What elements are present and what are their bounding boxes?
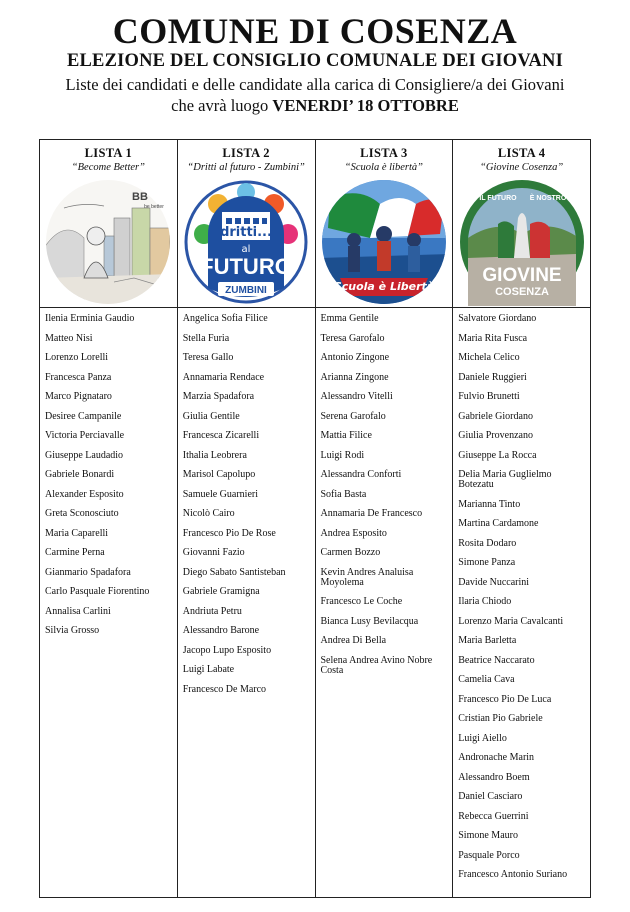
candidate: Carmen Bozzo — [320, 547, 381, 558]
candidate: Francesca Zicarelli — [182, 430, 260, 441]
candidate: Diego Sabato Santisteban — [182, 566, 286, 578]
list-1-logo-text-sub: be better — [144, 204, 165, 210]
page-title: COMUNE DI COSENZA — [112, 11, 518, 51]
candidate: Beatrice Naccarato — [458, 654, 535, 666]
candidate-list-2 — [178, 308, 315, 695]
candidate: Stella Furia — [182, 332, 230, 344]
list-2-logo-text-zumbini: ZUMBINI — [225, 285, 267, 296]
candidate: Marianna Tinto — [458, 498, 521, 510]
candidate: Giuseppe La Rocca — [458, 449, 537, 461]
candidate: Alexander Esposito — [45, 488, 124, 500]
list-4-logo-text-futuro: IL FUTURO — [479, 195, 517, 202]
candidate-list-1 — [40, 308, 177, 636]
candidate: Francesca Panza — [45, 371, 112, 383]
candidate: Delia Maria Guglielmo Botezatu — [458, 469, 552, 490]
candidate: Angelica Sofia Filice — [182, 313, 268, 324]
candidate: Maria Rita Fusca — [458, 332, 528, 344]
candidate: Andronache Marin — [458, 752, 535, 763]
candidate: Teresa Garofalo — [320, 332, 385, 344]
list-header-1 — [40, 140, 177, 308]
candidate: Simone Panza — [458, 557, 516, 568]
candidate: Salvatore Giordano — [458, 313, 537, 324]
list-motto: “Dritti al futuro - Zumbini” — [187, 162, 305, 173]
candidate: Gianmario Spadafora — [45, 566, 131, 578]
list-header-2 — [178, 140, 315, 308]
candidate: Ilenia Erminia Gaudio — [45, 313, 135, 324]
list-column-4 — [453, 140, 590, 897]
candidate: Alessandra Conforti — [320, 469, 402, 480]
candidate: Nicolò Cairo — [182, 508, 235, 519]
candidate: Maria Barletta — [458, 635, 517, 646]
list-4-logo — [458, 178, 586, 306]
list-motto: “Giovine Cosenza” — [480, 162, 564, 173]
candidate: Rebecca Guerrini — [458, 810, 529, 822]
candidate: Davide Nuccarini — [458, 576, 530, 588]
candidate: Andriuta Petru — [182, 605, 242, 617]
candidate: Kevin Andres Analuisa Moyolema — [320, 566, 414, 588]
candidates-table — [39, 139, 591, 898]
candidate: Martina Cardamone — [458, 518, 539, 529]
candidate: Luigi Aiello — [458, 732, 507, 744]
candidate: Sofia Basta — [320, 488, 367, 500]
list-4-logo-text-giovine: GIOVINE — [482, 265, 562, 286]
info-line-2 — [0, 97, 630, 114]
list-label: LISTA 3 — [360, 146, 408, 160]
candidate: Desiree Campanile — [45, 410, 122, 422]
candidate: Giovanni Fazio — [182, 547, 245, 558]
candidate: Pasquale Porco — [458, 849, 520, 861]
candidate: Cristian Pio Gabriele — [458, 713, 543, 724]
candidate: Daniele Ruggieri — [458, 371, 527, 383]
info-line-1: Liste dei candidati e delle candidate alla carica di Consigliere/a dei Giovani — [65, 75, 565, 94]
list-column-1 — [40, 140, 178, 897]
candidate: Francesco Pio De Luca — [458, 693, 552, 705]
info-line-2-prefix: che avrà luogo — [171, 96, 273, 115]
candidate-list-3 — [316, 308, 453, 676]
candidate: Matteo Nisi — [45, 332, 93, 344]
candidate: Simone Mauro — [458, 830, 518, 841]
candidate: Giulia Provenzano — [458, 430, 533, 441]
candidate: Carlo Pasquale Fiorentino — [45, 586, 150, 597]
list-label: LISTA 4 — [497, 146, 546, 160]
list-label: LISTA 2 — [222, 146, 270, 160]
candidate: Andrea Esposito — [320, 527, 387, 539]
list-2-logo-text-dritti: dritti... — [220, 225, 273, 240]
list-column-2 — [178, 140, 316, 897]
candidate: Fulvio Brunetti — [458, 391, 520, 402]
candidate: Jacopo Lupo Esposito — [182, 644, 272, 656]
election-date: VENERDI’ 18 OTTOBRE — [272, 96, 459, 115]
list-1-logo — [44, 178, 172, 306]
candidate: Gabriele Bonardi — [45, 469, 115, 480]
candidate: Andrea Di Bella — [320, 635, 387, 646]
candidate: Francesco Antonio Suriano — [458, 869, 568, 880]
candidate: Camelia Cava — [458, 674, 515, 685]
candidate: Lorenzo Lorelli — [45, 352, 109, 363]
candidate: Rosita Dodaro — [458, 537, 517, 549]
candidate: Teresa Gallo — [182, 352, 234, 363]
candidate: Marco Pignataro — [45, 391, 112, 402]
list-header-3 — [316, 140, 453, 308]
candidate: Alessandro Boem — [458, 771, 530, 783]
candidate: Marisol Capolupo — [182, 469, 256, 480]
candidate-list-4 — [453, 308, 590, 880]
candidate: Emma Gentile — [320, 313, 379, 324]
list-4-logo-text-nostro: È NOSTRO — [529, 195, 566, 202]
list-column-3 — [316, 140, 454, 897]
candidate: Luigi Labate — [182, 664, 235, 675]
candidate: Mattia Filice — [320, 430, 372, 441]
candidate: Maria Caparelli — [45, 527, 109, 539]
candidate: Lorenzo Maria Cavalcanti — [458, 615, 564, 627]
candidate: Annamaria De Francesco — [320, 508, 423, 519]
list-2-logo-text-al: al — [241, 244, 251, 255]
candidate: Bianca Lusy Bevilacqua — [320, 615, 419, 627]
list-3-logo-text: Scuola è Libertà — [333, 280, 435, 293]
candidate: Alessandro Barone — [182, 625, 260, 636]
list-label: LISTA 1 — [84, 146, 133, 160]
candidate: Gabriele Giordano — [458, 410, 533, 422]
candidate: Silvia Grosso — [45, 625, 100, 636]
page-header — [0, 12, 630, 114]
candidate: Annalisa Carlini — [45, 605, 111, 617]
list-3-logo — [320, 178, 448, 306]
candidate: Marzia Spadafora — [182, 391, 255, 402]
candidate: Francesco Le Coche — [320, 596, 403, 607]
candidate: Francesco De Marco — [182, 683, 267, 695]
candidate: Ilaria Chiodo — [458, 596, 512, 607]
list-1-logo-text-main: BB — [132, 191, 149, 203]
candidate: Ithalia Leobrera — [182, 449, 247, 461]
candidate: Francesco Pio De Rose — [182, 527, 276, 539]
candidate: Giulia Gentile — [182, 410, 240, 422]
candidate: Gabriele Gramigna — [182, 586, 260, 597]
candidate: Alessandro Vitelli — [320, 391, 393, 402]
candidate: Antonio Zingone — [320, 352, 390, 363]
candidate: Selena Andrea Avino Nobre Costa — [320, 654, 433, 676]
candidate: Luigi Rodi — [320, 449, 365, 461]
list-motto: “Become Better” — [71, 162, 145, 173]
candidate: Victoria Perciavalle — [45, 430, 125, 441]
list-header-4 — [453, 140, 590, 308]
list-motto: “Scuola è libertà” — [344, 162, 423, 173]
candidate: Annamaria Rendace — [182, 371, 265, 383]
candidate: Carmine Perna — [45, 547, 105, 558]
candidate: Greta Sconosciuto — [45, 508, 119, 519]
candidate: Michela Celico — [458, 352, 520, 363]
candidate: Daniel Casciaro — [458, 791, 523, 802]
list-2-logo — [182, 178, 310, 306]
list-2-logo-text-futuro: FUTURO — [200, 254, 292, 279]
page-subtitle: ELEZIONE DEL CONSIGLIO COMUNALE DEI GIOVANI — [66, 51, 564, 71]
candidate: Samuele Guarnieri — [182, 488, 258, 500]
candidate: Serena Garofalo — [320, 410, 386, 422]
candidate: Arianna Zingone — [320, 371, 389, 383]
list-4-logo-text-cosenza: COSENZA — [494, 286, 549, 298]
candidate: Giuseppe Laudadio — [45, 449, 124, 461]
